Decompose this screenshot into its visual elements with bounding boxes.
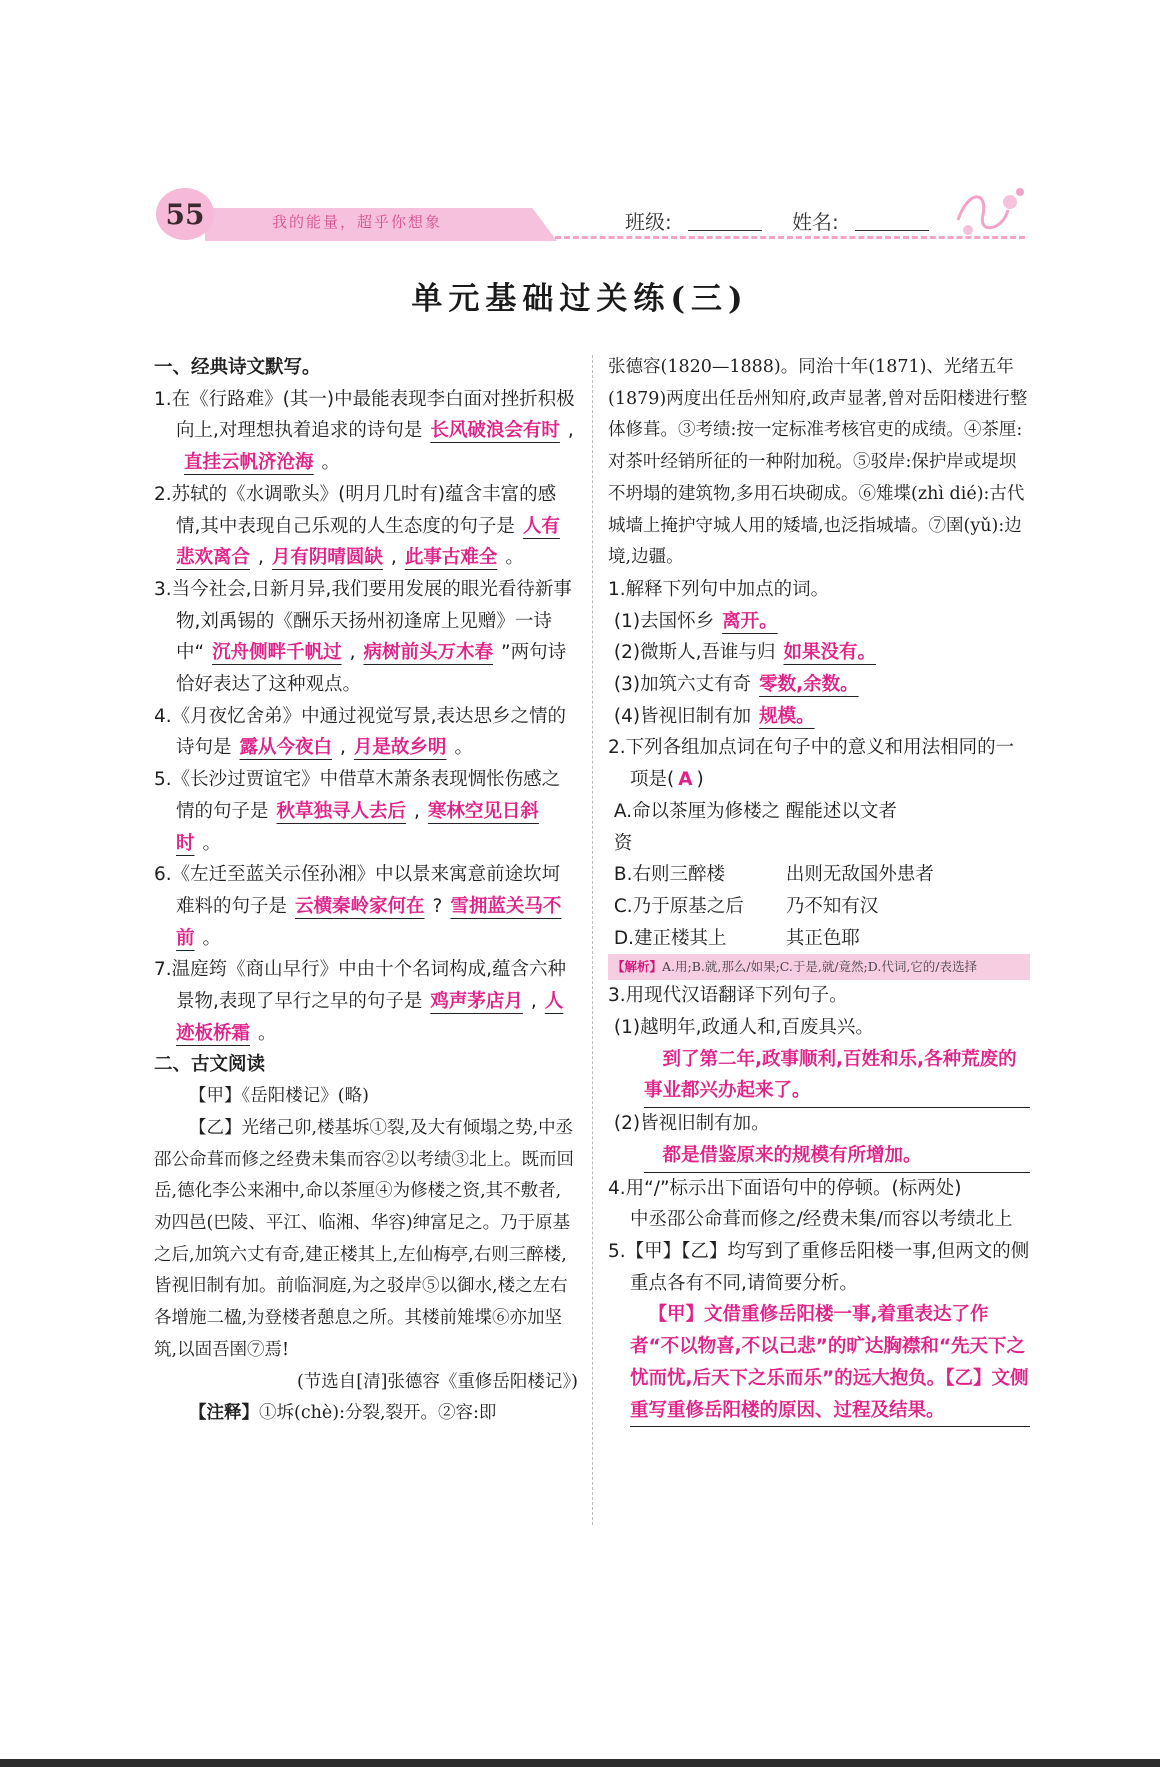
answer-1a[interactable]: 长风破浪会有时 (430, 420, 560, 442)
answer-7a[interactable]: 鸡声茅店月 (430, 991, 523, 1013)
question-6: 6.《左迁至蓝关示侄孙湘》中以景来寓意前途坎坷难料的句子是 云横秦岭家何在 ? 雪拥蓝关马不前 。 (154, 864, 562, 949)
answer-3b[interactable]: 病树前头万木春 (363, 642, 494, 664)
passage-yi: 【乙】光绪己卯,楼基坼①裂,及大有倾塌之势,中丞邵公命葺而修之经费未集而容②以考绩③北上。既而回岳,德化李公来湘中,命以茶厘④为修楼之资,其不敷者,劝四邑(巴陵、平江、临湘、华容)绅富足之。乃于原基之后,加筑六丈有奇,建正楼其上,左仙梅亭,右则三醉楼,皆视旧制有加。前临洞庭,为之驳岸⑤以御水,楼之左右各增施二楹,为登楼者憩息之所。其楼前雉堞⑥亦加坚筑,以固吾圉⑦焉! (154, 1117, 574, 1360)
page-title: 单元基础过关练(三) (411, 281, 749, 317)
rq-1-3: (3)加筑六丈有奇 零数,余数。 (608, 669, 1030, 701)
option-b[interactable]: B.右则三醉楼 出则无敌国外患者 (613, 864, 934, 886)
question-5: 5.《长沙过贾谊宅》中借草木萧条表现惆怅伤感之情的句子是 秋草独寻人去后 , 寒林空见日斜时 。 (154, 769, 561, 854)
rq-4: 4.用“/”标示出下面语句中的停顿。(标两处) (608, 1177, 962, 1199)
section-2-heading: 二、古文阅读 (154, 1054, 266, 1076)
answer-2b[interactable]: 月有阴晴圆缺 (271, 547, 383, 569)
answer-1b[interactable]: 直挂云帆济沧海 (184, 452, 314, 474)
question-4: 4.《月夜忆舍弟》中通过视觉写景,表达思乡之情的诗句是 露从今夜白 , 月是故乡明 。 (154, 705, 567, 759)
answer-r1-4[interactable]: 规模。 (759, 705, 815, 727)
passage-jia: 【甲】《岳阳楼记》(略) (189, 1086, 369, 1107)
bottom-bar (0, 1759, 1160, 1767)
rq-5: 5.【甲】【乙】均写到了重修岳阳楼一事,但两文的侧重点各有不同,请简要分析。 (608, 1240, 1030, 1294)
answer-r3-2[interactable]: 都是借鉴原来的规模有所增加。 (644, 1140, 1030, 1173)
motto: 我的能量，超乎你想象 (272, 213, 443, 231)
option-c[interactable]: C.乃于原基之后 乃不知有汉 (613, 895, 879, 917)
answer-2a[interactable]: 人有悲欢离合 (176, 515, 560, 569)
answer-5b[interactable]: 寒林空见日斜时 (176, 800, 539, 854)
class-field[interactable] (688, 230, 762, 231)
rq-3-2: (2)皆视旧制有加。 (613, 1113, 770, 1135)
class-label: 班级: (625, 210, 672, 234)
rq-1-1: (1)去国怀乡 离开。 (608, 606, 1030, 638)
answer-r1-1[interactable]: 离开。 (722, 610, 778, 632)
rq-3: 3.用现代汉语翻译下列句子。 (608, 985, 848, 1007)
rq-1-4: (4)皆视旧制有加 规模。 (608, 701, 1030, 733)
left-column (154, 352, 578, 1430)
analysis-box: 【解析】A.用;B.就,那么/如果;C.于是,就/竟然;D.代词,它的/表选择 (608, 954, 1030, 980)
answer-6b[interactable]: 雪拥蓝关马不前 (176, 895, 562, 949)
rq-2: 2.下列各组加点词在句子中的意义和用法相同的一项是( A ) (608, 737, 1015, 791)
answer-6a[interactable]: 云横秦岭家何在 (295, 895, 425, 917)
answer-r2[interactable]: A (678, 769, 693, 791)
answer-4a[interactable]: 露从今夜白 (239, 737, 333, 759)
flower-ornament-icon (948, 180, 1028, 242)
name-label: 姓名: (792, 210, 839, 234)
rq-4-line: 中丞邵公命葺而修之/经费未集/而容以考绩北上 (630, 1209, 1013, 1231)
answer-5a[interactable]: 秋草独寻人去后 (276, 800, 407, 822)
question-7: 7.温庭筠《商山早行》中由十个名词构成,蕴含六种景物,表现了早行之早的句子是 鸡声茅店月 , 人迹板桥霜 。 (154, 959, 567, 1044)
answer-r1-3[interactable]: 零数,余数。 (759, 674, 859, 696)
section-1-heading: 一、经典诗文默写。 (154, 357, 321, 378)
name-field[interactable] (855, 230, 929, 231)
option-d[interactable]: D.建正楼其上 其正色耶 (613, 927, 860, 949)
notes: 【注释】①坼(chè):分裂,裂开。②容:即 (189, 1403, 497, 1424)
option-a[interactable]: A.命以茶厘为修楼之资 醒能述以文者 (613, 800, 897, 854)
answer-r3-1[interactable]: 到了第二年,政事顺利,百姓和乐,各种荒废的事业都兴办起来了。 (644, 1044, 1030, 1108)
answer-2c[interactable]: 此事古难全 (404, 547, 498, 569)
question-2: 2.苏轼的《水调歌头》(明月几时有)蕴含丰富的感情,其中表现自己乐观的人生态度的句子是 人有悲欢离合 , 月有阴晴圆缺 , 此事古难全 。 (154, 483, 560, 569)
right-column (608, 352, 1030, 1427)
answer-3a[interactable]: 沉舟侧畔千帆过 (212, 642, 342, 664)
column-divider (592, 355, 593, 1525)
question-3: 3.当今社会,日新月异,我们要用发展的眼光看待新事物,刘禹锡的《酬乐天扬州初逢席上见赠》一诗中“ 沉舟侧畔千帆过 , 病树前头万木春 ”两句诗恰好表达了这种观点。 (154, 578, 572, 696)
page-number: 55 (156, 188, 214, 240)
answer-r1-2[interactable]: 如果没有。 (783, 642, 876, 664)
answer-r5[interactable]: 【甲】文借重修岳阳楼一事,着重表达了作者“不以物喜,不以己悲”的旷达胸襟和“先天下之忧而忧,后天下之乐而乐”的远大抱负。【乙】文侧重写重修岳阳楼的原因、过程及结果。 (630, 1299, 1030, 1427)
passage-source: (节选自[清]张德容《重修岳阳楼记》) (296, 1371, 578, 1392)
question-1: 1.在《行路难》(其一)中最能表现李白面对挫折积极向上,对理想执着追求的诗句是 长风破浪会有时 ,直挂云帆济沧海 。 (154, 388, 575, 474)
rq-1: 1.解释下列句中加点的词。 (608, 578, 830, 600)
rq-1-2: (2)微斯人,吾谁与归 如果没有。 (608, 637, 1030, 669)
rq-3-1: (1)越明年,政通人和,百废具兴。 (613, 1017, 874, 1039)
answer-7b[interactable]: 人迹板桥霜 (176, 991, 564, 1044)
answer-4b[interactable]: 月是故乡明 (353, 737, 447, 759)
notes-continued: 张德容(1820—1888)。同治十年(1871)、光绪五年(1879)两度出任岳州知府,政声显著,曾对岳阳楼进行整体修葺。③考绩:按一定标准考核官吏的成绩。④茶厘:对茶叶经销所征的一种附加税。⑤驳岸:保护岸或堤坝不坍塌的建筑物,多用石块砌成。⑥雉堞(zhì dié):古代城墙上掩护守城人用的矮墙,也泛指城墙。⑦圉(yǔ):边境,边疆。 (608, 357, 1028, 568)
